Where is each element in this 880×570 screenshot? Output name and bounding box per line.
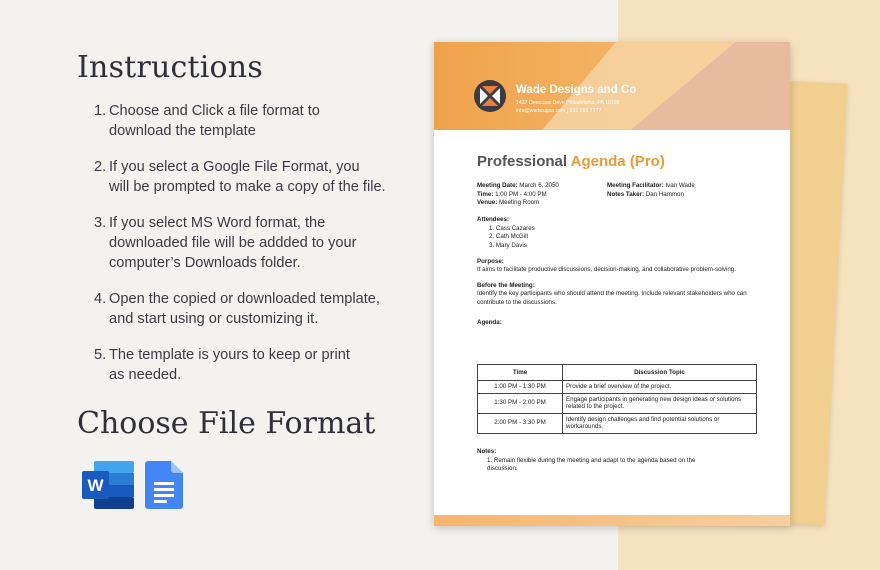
title-highlight: Agenda (Pro) — [570, 153, 665, 170]
meeting-date: March 6, 2050 — [517, 182, 559, 189]
purpose-label: Purpose: — [477, 257, 504, 265]
step-text: If you select a Google File Format, you will be prompted to make a copy of the file. — [109, 159, 386, 195]
company-address: 1437 Deercove Drive Philadelphia, PA 19108 — [516, 100, 620, 106]
svg-text:W: W — [87, 476, 104, 495]
meeting-date-label: Meeting Date: — [477, 182, 518, 189]
title-main: Professional — [477, 153, 571, 170]
notes-item: 1. Remain flexible during the meeting and adapt to the agenda based on the discussion. — [487, 456, 696, 472]
step-text: If you select MS Word format, the downloaded file will be addded to your computer’s Downloads folder. — [109, 215, 357, 271]
instruction-step — [94, 213, 414, 273]
step-number: 1. — [94, 103, 107, 119]
before-meeting-label: Before the Meeting: — [477, 281, 535, 289]
table-header-topic: Discussion Topic — [563, 365, 757, 381]
table-cell-time: 2:00 PM - 3:30 PM — [478, 413, 563, 433]
instruction-step — [94, 289, 414, 329]
microsoft-word-icon[interactable] — [82, 461, 134, 509]
instruction-steps — [94, 101, 414, 401]
attendees-list — [477, 225, 757, 251]
attendees-label: Attendees: — [477, 216, 509, 223]
before-meeting-text: Identify the key participants who should attend the meeting. Include relevant stakeholders who can contribute to the discussions. — [477, 290, 747, 307]
step-text: The template is yours to keep or print as needed. — [109, 347, 350, 383]
venue-label: Venue: — [477, 199, 498, 207]
notes-taker-label: Notes Taker: — [607, 190, 645, 198]
document-footer — [434, 515, 790, 526]
meeting-meta — [477, 182, 757, 209]
purpose-text: It aims to facilitate productive discussions, decision-making, and collaborative problem-solving. — [477, 266, 736, 274]
notes-taker: Dan Hammon — [644, 190, 684, 198]
step-number: 2. — [94, 159, 107, 175]
agenda-table — [477, 364, 757, 434]
instructions-title: Instructions — [77, 50, 263, 85]
step-text: Open the copied or downloaded template, and start using or customizing it. — [109, 291, 380, 327]
company-logo-icon — [474, 80, 506, 112]
venue: Meeting Room — [497, 199, 540, 207]
attendee-item: 3. Mary Davis — [489, 242, 527, 249]
table-cell-topic: Identify design challenges and find potential solutions or workarounds. — [563, 413, 757, 433]
step-text: Choose and Click a file format to download the template — [109, 103, 320, 139]
facilitator-label: Meeting Facilitator: — [607, 182, 664, 189]
instruction-step — [94, 101, 414, 141]
table-row — [478, 393, 757, 413]
table-cell-time: 1:00 PM - 1:30 PM — [478, 381, 563, 394]
step-number: 3. — [94, 215, 107, 231]
time-label: Time: — [477, 190, 494, 198]
step-number: 5. — [94, 347, 107, 363]
choose-format-title: Choose File Format — [77, 406, 376, 441]
table-header-time: Time — [478, 365, 563, 381]
table-cell-topic: Provide a brief overview of the project. — [563, 381, 757, 394]
step-number: 4. — [94, 291, 107, 307]
meeting-time: 1:00 PM - 4:00 PM — [493, 190, 547, 198]
agenda-document-preview — [434, 42, 790, 526]
table-row — [478, 381, 757, 394]
table-header-row — [478, 365, 757, 381]
attendee-item: 2. Cath McGill — [489, 233, 528, 241]
instruction-step — [94, 345, 414, 385]
table-row — [478, 413, 757, 433]
document-body — [477, 182, 757, 327]
company-name: Wade Designs and Co — [516, 84, 637, 96]
table-cell-time: 1:30 PM - 2:00 PM — [478, 393, 563, 413]
notes-section — [477, 448, 757, 474]
document-title — [477, 153, 665, 170]
instruction-step — [94, 157, 414, 197]
agenda-label: Agenda: — [477, 318, 502, 326]
notes-label: Notes: — [477, 448, 497, 455]
attendee-item: 1. Cass Cazares — [489, 224, 535, 232]
company-contact: info@wadesigns.com | 222 555 7777 — [516, 108, 602, 114]
google-docs-icon[interactable] — [145, 461, 183, 509]
table-cell-topic: Engage participants in generating new design ideas or solutions related to the project. — [563, 393, 757, 413]
facilitator: Ivan Wade — [663, 182, 695, 189]
